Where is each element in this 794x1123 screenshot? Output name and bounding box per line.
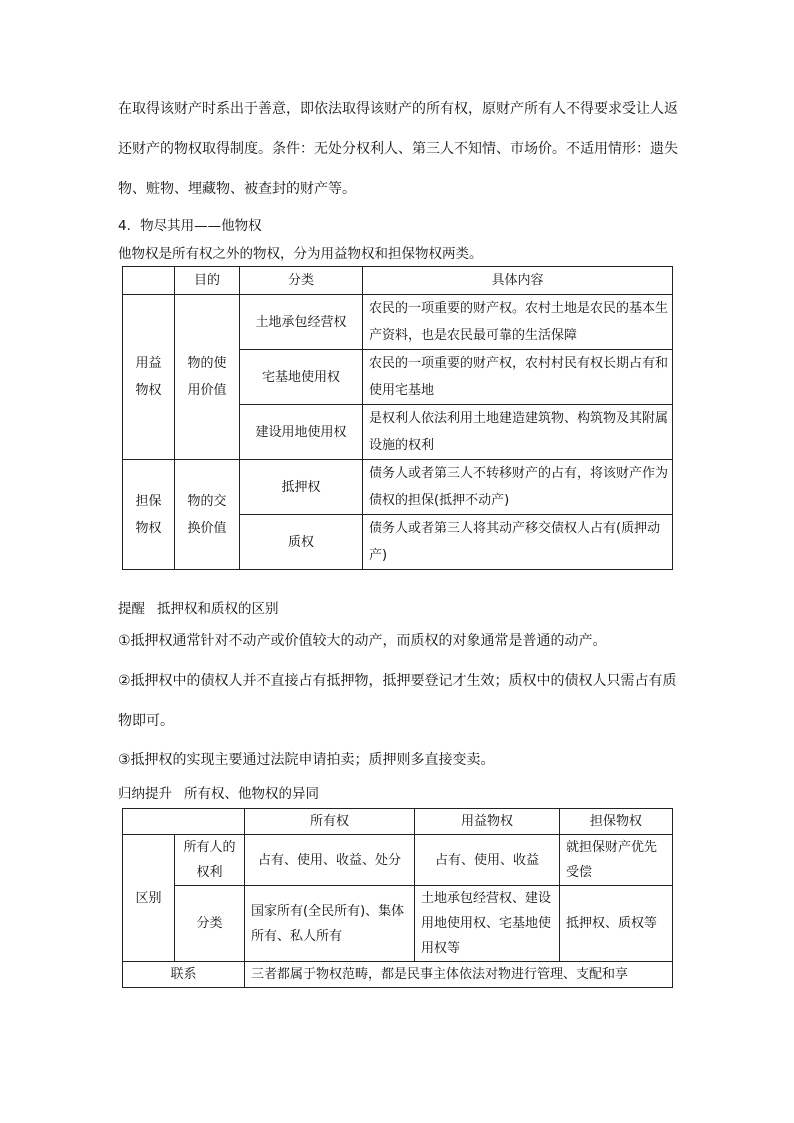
summary-label: 归纳提升 (118, 786, 172, 802)
tip-label: 提醒 (118, 601, 145, 617)
other-property-rights-table (122, 266, 673, 570)
type-cell: 用益物权 (123, 295, 175, 460)
header-cell: 分类 (240, 267, 363, 295)
row-label-cell: 所有人的权利 (175, 835, 245, 886)
content-cell: 债务人或者第三人将其动产移交债权人占有(质押动产) (363, 515, 673, 570)
category-cell: 宅基地使用权 (240, 350, 363, 405)
security-cell: 就担保财产优先受偿 (560, 835, 673, 886)
content-cell: 农民的一项重要的财产权，农村村民有权长期占有和使用宅基地 (363, 350, 673, 405)
diff-label-cell: 区别 (123, 835, 175, 962)
category-cell: 质权 (240, 515, 363, 570)
comparison-table (122, 808, 673, 988)
header-cell: 所有权 (245, 809, 415, 835)
intro-paragraph: 在取得该财产时系出于善意，即依法取得该财产的所有权，原财产所有人不得要求受让人返还财产的物权取得制度。条件：无处分权利人、第三人不知情、市场价。不适用情形：遗失物、赃物、埋藏物、被查封的财产等。 (118, 101, 678, 197)
tip-item: ②抵押权中的债权人并不直接占有抵押物，抵押要登记才生效；质权中的债权人只需占有质物即可。 (118, 673, 677, 729)
section-intro: 他物权是所有权之外的物权，分为用益物权和担保物权两类。 (118, 246, 483, 262)
section-heading: 4．物尽其用——他物权 (118, 218, 262, 234)
purpose-cell: 物的交换价值 (175, 460, 240, 570)
category-cell: 土地承包经营权 (240, 295, 363, 350)
summary-title: 所有权、他物权的异同 (184, 786, 319, 802)
category-cell: 建设用地使用权 (240, 405, 363, 460)
usufruct-cell: 土地承包经营权、建设用地使用权、宅基地使用权等 (415, 886, 560, 962)
link-text-cell: 三者都属于物权范畴，都是民事主体依法对物进行管理、支配和享 (245, 962, 673, 988)
header-cell: 目的 (175, 267, 240, 295)
content-cell: 农民的一项重要的财产权。农村土地是农民的基本生产资料，也是农民最可靠的生活保障 (363, 295, 673, 350)
row-label-cell: 分类 (175, 886, 245, 962)
ownership-cell: 国家所有(全民所有)、集体所有、私人所有 (245, 886, 415, 962)
table-row (123, 886, 673, 962)
tip-item: ①抵押权通常针对不动产或价值较大的动产，而质权的对象通常是普通的动产。 (118, 633, 607, 649)
header-cell: 用益物权 (415, 809, 560, 835)
header-cell (123, 267, 175, 295)
content-cell: 是权利人依法利用土地建造建筑物、构筑物及其附属设施的权利 (363, 405, 673, 460)
table-row (123, 295, 673, 350)
link-label-cell: 联系 (123, 962, 245, 988)
table-row (123, 835, 673, 886)
summary-heading (118, 782, 319, 802)
table-header-row (123, 809, 673, 835)
tip-item: ③抵押权的实现主要通过法院申请拍卖；质押则多直接变卖。 (118, 752, 495, 768)
header-cell: 具体内容 (363, 267, 673, 295)
tip-heading (118, 597, 279, 617)
header-cell (123, 809, 245, 835)
content-cell: 债务人或者第三人不转移财产的占有，将该财产作为债权的担保(抵押不动产) (363, 460, 673, 515)
tip-title: 抵押权和质权的区别 (157, 601, 279, 617)
purpose-cell: 物的使用价值 (175, 295, 240, 460)
ownership-cell: 占有、使用、收益、处分 (245, 835, 415, 886)
type-cell: 担保物权 (123, 460, 175, 570)
table-header-row (123, 267, 673, 295)
table-row (123, 460, 673, 515)
header-cell: 担保物权 (560, 809, 673, 835)
category-cell: 抵押权 (240, 460, 363, 515)
table-row (123, 962, 673, 988)
usufruct-cell: 占有、使用、收益 (415, 835, 560, 886)
security-cell: 抵押权、质权等 (560, 886, 673, 962)
